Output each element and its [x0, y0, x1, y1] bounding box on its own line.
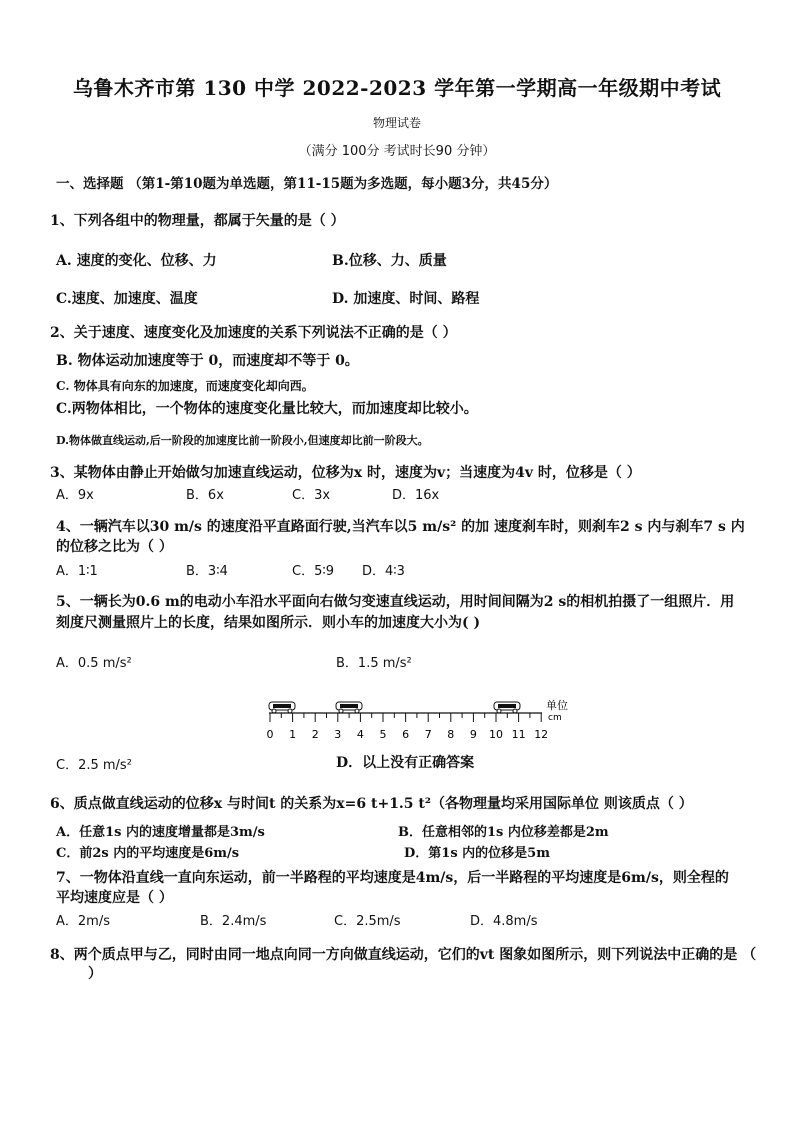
option-a: A. 速度的变化、位移、力 — [56, 253, 217, 269]
ruler-figure — [262, 696, 582, 744]
tick-label: 0 — [266, 728, 274, 741]
question-stem-line-2: 刻度尺测量照片上的长度，结果如图所示．则小车的加速度大小为( ) — [56, 615, 481, 631]
tick-label: 7 — [424, 728, 432, 741]
option-c: C．前2s 内的平均速度是6m/s — [56, 846, 240, 861]
option-b: C. 物体具有向东的加速度，而速度变化却向西。 — [56, 379, 314, 393]
option-a: A．1∶1 — [56, 564, 98, 579]
tick-label: 8 — [447, 728, 455, 741]
unit-cm: cm — [548, 713, 562, 723]
option-a: A．任意1s 内的速度增量都是3m/s — [56, 825, 265, 840]
option-c: C．5∶9 — [292, 564, 335, 579]
exam-title: 乌鲁木齐市第 130 中学 2022-2023 学年第一学期高一年级期中考试 — [72, 76, 722, 100]
option-b: B．3∶4 — [186, 564, 228, 579]
option-c: C．2.5 m/s² — [56, 758, 132, 773]
question-stem-line-1: 8、两个质点甲与乙，同时由同一地点向同一方向做直线运动，它们的vt 图象如图所示，则下列说法中正确的是 （ — [50, 947, 757, 963]
option-d: D.物体做直线运动,后一阶段的加速度比前一阶段小,但速度却比前一阶段大。 — [56, 434, 429, 447]
car-1 — [269, 702, 295, 713]
subject-label: 物理试卷 — [372, 116, 421, 130]
ruler-labels — [267, 728, 549, 741]
question-stem-line-1: 7、一物体沿直线一直向东运动，前一半路程的平均速度是4m/s，后一半路程的平均速度是6m/s，则全程的 — [56, 870, 729, 886]
tick-label: 2 — [311, 728, 319, 741]
exam-info: （满分 100分 考试时长90 分钟） — [298, 144, 496, 159]
question-stem: 3、某物体由静止开始做匀加速直线运动，位移为x 时，速度为v；当速度为4v 时，位移是（ ） — [50, 465, 641, 481]
question-stem: 2、关于速度、速度变化及加速度的关系下列说法不正确的是（ ） — [50, 325, 457, 341]
option-d: D．4.8m/s — [470, 914, 538, 929]
tick-label: 11 — [511, 728, 526, 741]
option-d: D．4∶3 — [362, 564, 405, 579]
option-d: D．16x — [392, 488, 440, 503]
question-stem: 1、下列各组中的物理量，都属于矢量的是（ ） — [50, 213, 345, 229]
question-stem-line-2: ） — [88, 966, 102, 982]
question-stem-line-2: 平均速度应是（ ） — [56, 890, 173, 906]
car-2 — [336, 702, 362, 713]
option-c: C．2.5m/s — [334, 914, 401, 929]
question-stem-line-1: 5、一辆长为0.6 m的电动小车沿水平面向右做匀变速直线运动，用时间间隔为2 s的相机拍摄了一组照片．用 — [56, 594, 735, 610]
car-3 — [494, 702, 520, 713]
option-d: D．第1s 内的位移是5m — [404, 846, 550, 861]
option-c: C．3x — [292, 488, 331, 503]
tick-label: 9 — [469, 728, 477, 741]
tick-label: 4 — [356, 728, 364, 741]
question-stem-line-2: 的位移之比为（ ） — [56, 539, 173, 555]
option-b: B.位移、力、质量 — [332, 253, 447, 269]
option-a: A．9x — [56, 488, 94, 503]
option-b: B．任意相邻的1s 内位移差都是2m — [398, 825, 609, 840]
option-d: D．以上没有正确答案 — [336, 755, 475, 771]
option-b: B．1.5 m/s² — [336, 656, 412, 671]
tick-label: 6 — [402, 728, 410, 741]
question-stem: 6、质点做直线运动的位移x 与时间t 的关系为x=6 t+1.5 t²（各物理量均采用国际单位 则该质点（ ） — [50, 796, 693, 812]
tick-label: 10 — [489, 728, 503, 741]
unit-label: 单位 — [546, 699, 568, 712]
option-b: B．6x — [186, 488, 224, 503]
option-d: D. 加速度、时间、路程 — [332, 291, 480, 307]
ruler-ticks — [270, 713, 541, 722]
tick-label: 5 — [379, 728, 387, 741]
tick-label: 3 — [334, 728, 342, 741]
section-heading: 一、选择题 （第1-第10题为单选题，第11-15题为多选题，每小题3分，共45分） — [56, 176, 558, 192]
option-a: A．2m/s — [56, 914, 110, 929]
tick-label: 12 — [534, 728, 549, 741]
option-a: A．0.5 m/s² — [56, 656, 132, 671]
option-a: B. 物体运动加速度等于 0，而速度却不等于 0。 — [56, 353, 359, 369]
question-stem-line-1: 4、一辆汽车以30 m/s 的速度沿平直路面行驶,当汽车以5 m/s² 的加 速度刹车时，则刹车2 s 内与刹车7 s 内 — [56, 519, 745, 535]
option-c: C.速度、加速度、温度 — [56, 291, 198, 307]
option-c: C.两物体相比，一个物体的速度变化量比较大，而加速度却比较小。 — [56, 401, 478, 417]
option-b: B．2.4m/s — [200, 914, 267, 929]
tick-label: 1 — [289, 728, 297, 741]
